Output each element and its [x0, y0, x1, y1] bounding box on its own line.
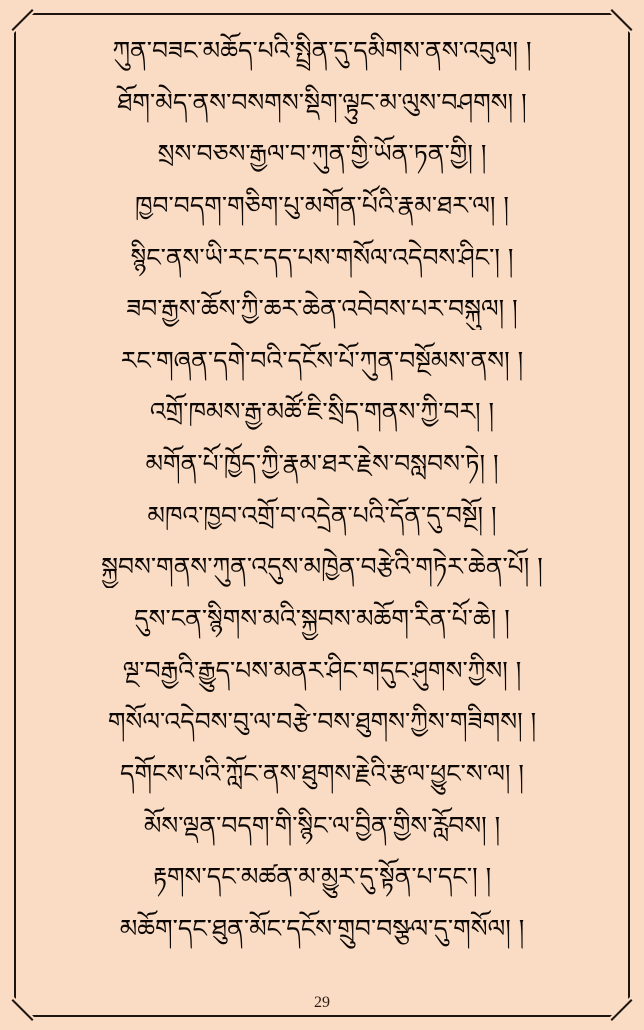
verse-line-9: མགོན་པོ་ཁྱོད་ཀྱི་རྣམ་ཐར་རྗེས་བསླབས་ཏེ། ། — [145, 449, 499, 479]
verse-line-7: རང་གཞན་དགེ་བའི་དངོས་པོ་ཀུན་བསྔོམས་ནས། ། — [120, 345, 524, 375]
verse-line-6: ཟབ་རྒྱས་ཆོས་ཀྱི་ཆར་ཆེན་འབེབས་པར་བསྐུལ། ། — [126, 294, 518, 324]
verse-line-11: སྐྱབས་གནས་ཀུན་འདུས་མཁྱེན་བརྩེའི་གཏེར་ཆེན་པོ། ། — [101, 552, 543, 582]
verse-line-1: ཀུན་བཟང་མཆོད་པའི་སྤྲིན་དུ་དམིགས་ནས་འབུལ། ། — [112, 36, 532, 65]
verse-line-15: དགོངས་པའི་ཀློང་ནས་ཐུགས་རྗེའི་རྩལ་ཕྱུང་ས་ལ། ། — [120, 758, 524, 788]
verse-line-4: ཁྱབ་བདག་གཅིག་པུ་མགོན་པོའི་རྣམ་ཐར་ལ། ། — [135, 190, 509, 220]
verse-line-8: འགྲོ་ཁམས་རྒྱ་མཚོ་ཇི་སྲིད་གནས་ཀྱི་བར། ། — [149, 397, 495, 427]
verse-line-5: སྙིང་ནས་ཡི་རང་དད་པས་གསོལ་འདེབས་ཤིང་། ། — [130, 242, 514, 272]
verse-line-14: གསོལ་འདེབས་བུ་ལ་བརྩེ་བས་ཐུགས་ཀྱིས་གཟིགས། ། — [107, 707, 537, 737]
verse-line-12: དུས་ངན་སྙིགས་མའི་སྐྱབས་མཆོག་རིན་པོ་ཆེ། ། — [134, 604, 510, 634]
verse-line-16: མོས་ལྡན་བདག་གི་སྙིང་ལ་བྱིན་གྱིས་རློབས། ། — [143, 810, 501, 840]
verse-line-2: ཐོག་མེད་ནས་བསགས་སྡིག་ལྟུང་མ་ལུས་བཤགས། ། — [117, 87, 527, 117]
verse-line-13: ལྔ་བརྒྱའི་རྒྱུད་པས་མནར་ཤིང་གདུང་ཤུགས་ཀྱིས། ། — [122, 655, 522, 685]
page-number: 29 — [314, 994, 330, 1011]
verse-line-17: རྟགས་དང་མཚན་མ་མྱུར་དུ་སྟོན་པ་དང་། ། — [152, 862, 492, 892]
verse-block — [36, 30, 608, 950]
verse-line-10: མཁའ་ཁྱབ་འགྲོ་བ་འདྲེན་པའི་དོན་དུ་བསྔོ། ། — [147, 500, 497, 530]
verse-line-18: མཆོག་དང་ཐུན་མོང་དངོས་གྲུབ་བསྩལ་དུ་གསོལ། ། — [119, 913, 525, 943]
verse-line-3: སྲས་བཅས་རྒྱལ་བ་ཀུན་གྱི་ཡོན་ཏན་གྱི། ། — [157, 139, 487, 169]
